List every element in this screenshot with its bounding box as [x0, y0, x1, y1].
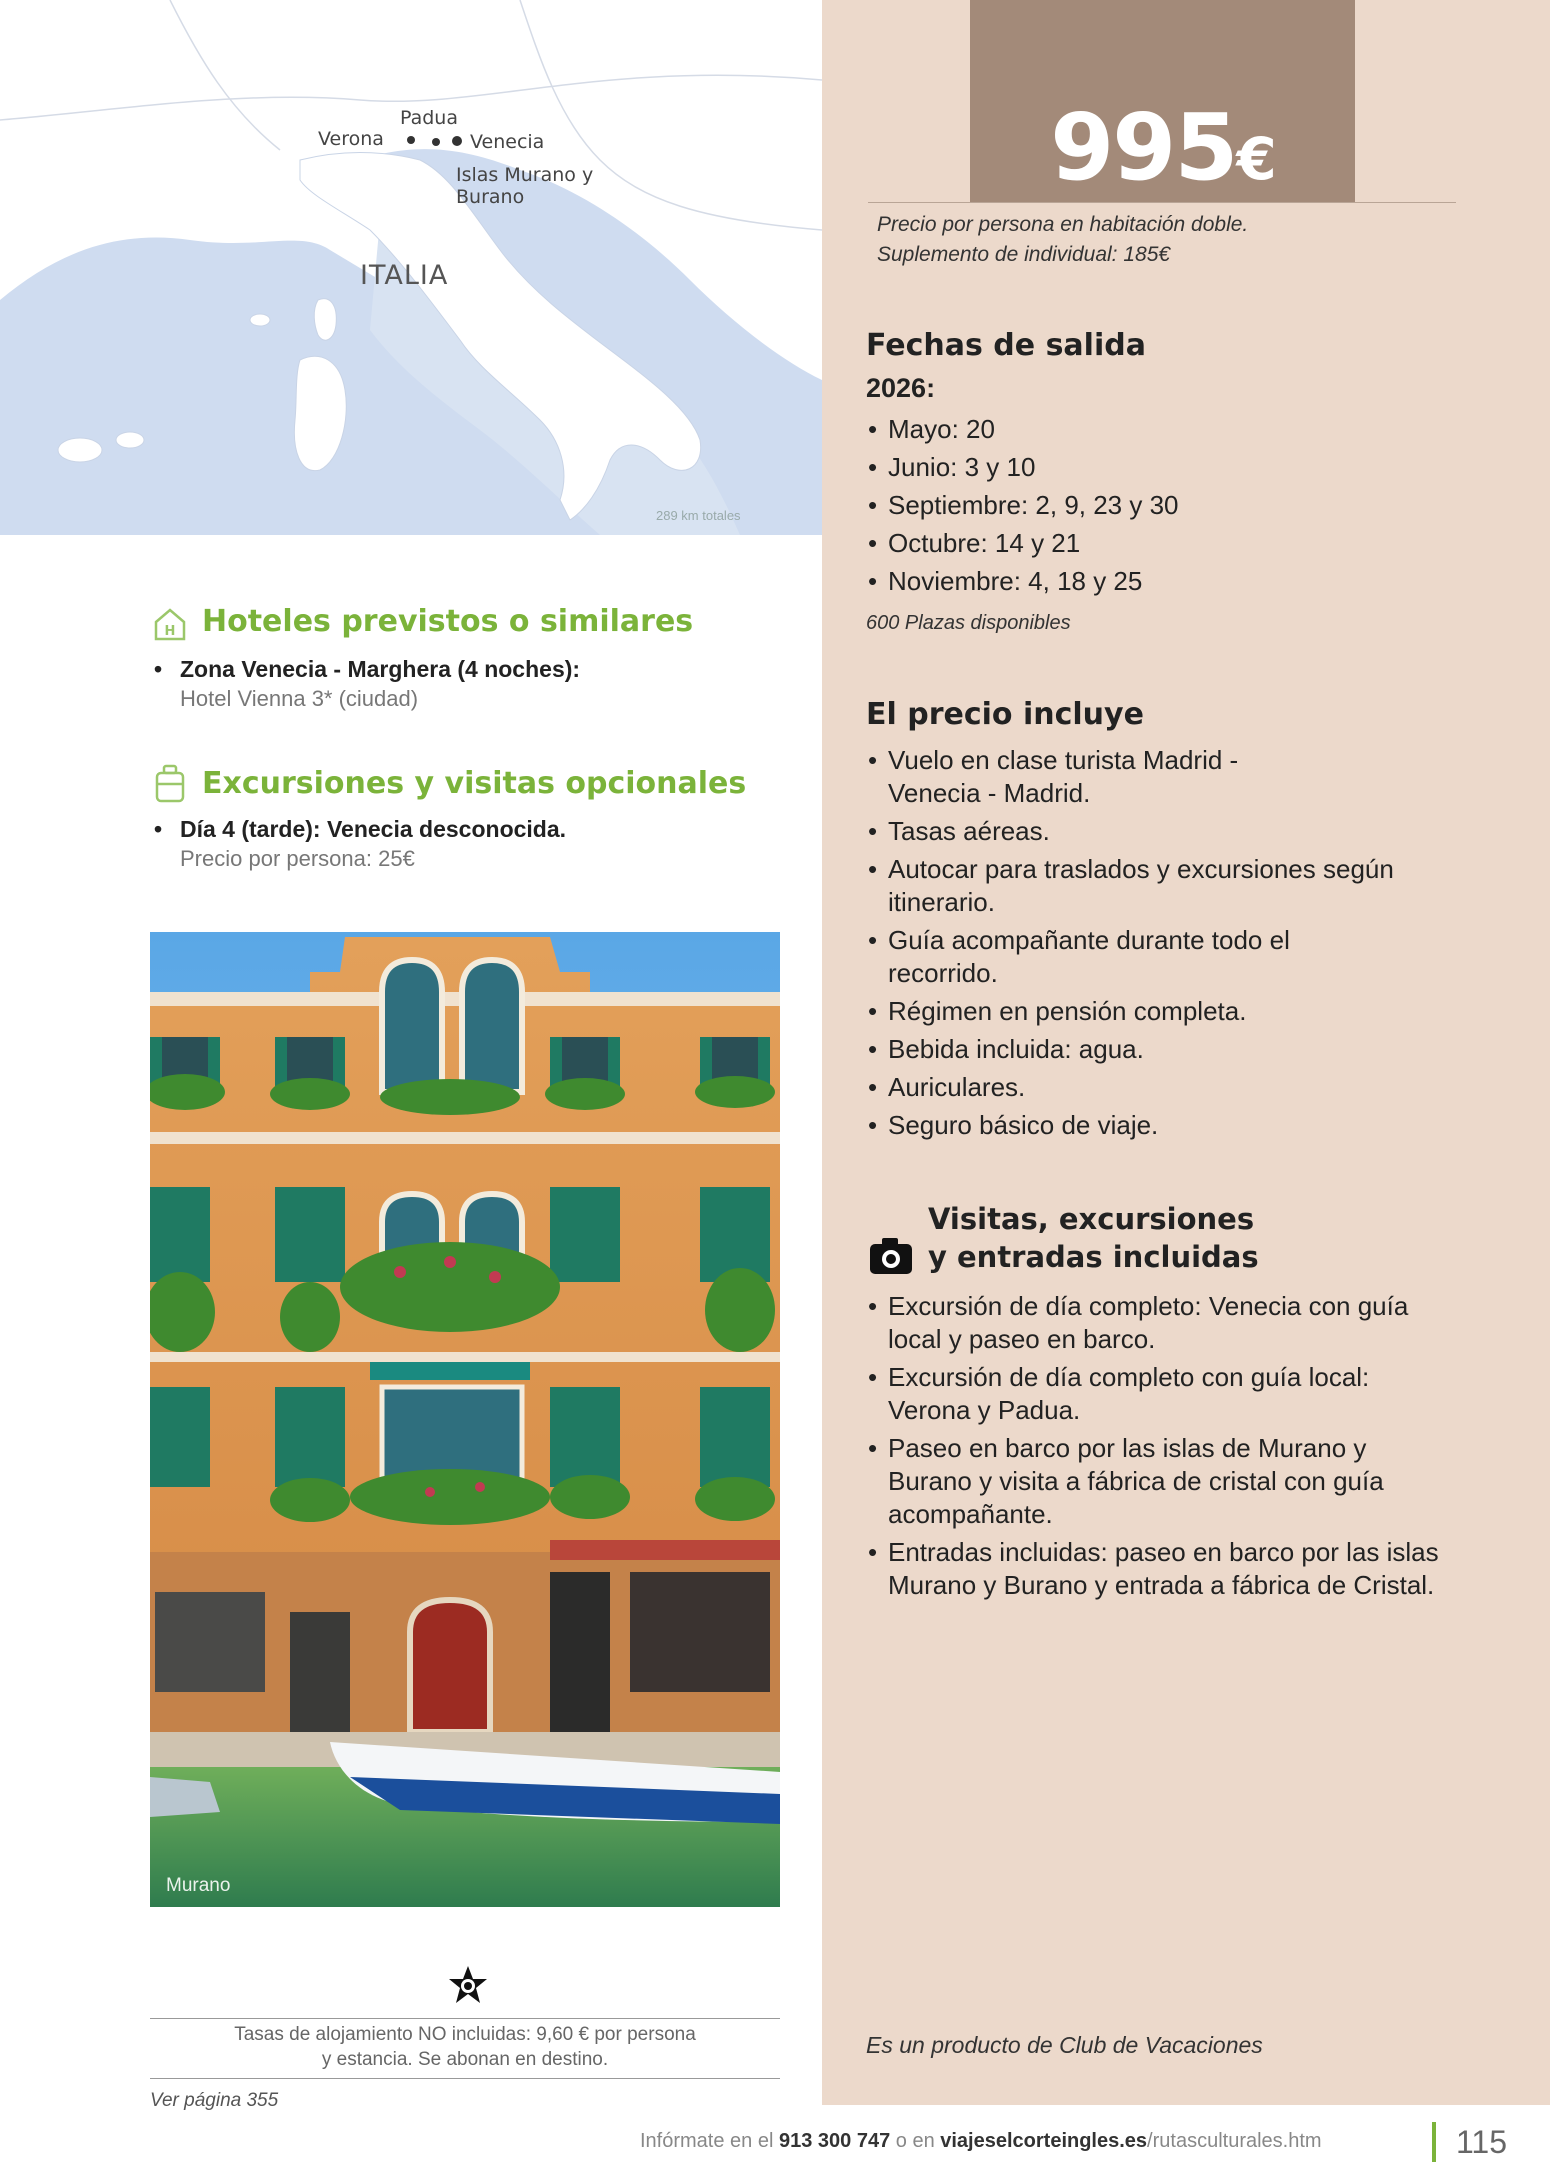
departure-date: • Septiembre: 2, 9, 23 y 30: [866, 486, 1426, 524]
photo-illustration: [150, 932, 780, 1907]
visits-title-line1: Visitas, excursiones: [928, 1202, 1255, 1236]
product-note: Es un producto de Club de Vacaciones: [866, 2032, 1263, 2058]
map-scale: 289 km totales: [656, 508, 741, 523]
hotel-entry-sub: Hotel Vienna 3* (ciudad): [180, 686, 419, 711]
seats-available: 600 Plazas disponibles: [866, 612, 1071, 634]
includes-title: El precio incluye: [866, 697, 1144, 732]
star-badge-icon: [446, 1964, 490, 2008]
price-note-line1: Precio por persona en habitación doble.: [877, 213, 1249, 236]
departures-title: Fechas de salida: [866, 328, 1146, 363]
includes-item: • Bebida incluida: agua.: [866, 1033, 1446, 1066]
hotel-entry-title: • Zona Venecia - Marghera (4 noches):: [180, 654, 580, 684]
optional-section: [152, 764, 747, 874]
departures-year: 2026:: [866, 373, 936, 403]
departures-section: [866, 328, 1426, 635]
price-currency: €: [1236, 125, 1275, 193]
price-note: [877, 210, 1248, 270]
map: [0, 0, 822, 535]
visits-title-line2: y entradas incluidas: [928, 1240, 1259, 1274]
visits-title: [928, 1200, 1259, 1276]
includes-item: • Vuelo en clase turista Madrid - Venecia - Madrid.: [866, 744, 1308, 810]
price-amount: 995: [1050, 94, 1237, 201]
hotel-icon: [152, 606, 188, 642]
murano-photo: [150, 932, 780, 1907]
see-page-note: Ver página 355: [150, 2090, 279, 2111]
footer-contact: [640, 2130, 1322, 2153]
footer-middle: o en: [890, 2130, 941, 2152]
footer-path[interactable]: /rutasculturales.htm: [1147, 2130, 1322, 2152]
photo-caption: Murano: [166, 1875, 231, 1896]
visits-item: • Entradas incluidas: paseo en barco por las islas Murano y Burano y entrada a fábrica de Cristal.: [866, 1536, 1456, 1602]
visits-item: • Excursión de día completo: Venecia con guía local y paseo en barco.: [866, 1290, 1456, 1356]
svg-text:H: H: [164, 624, 176, 639]
map-label-country: ITALIA: [360, 260, 449, 291]
footer-accent-bar: [1432, 2122, 1436, 2162]
includes-item: • Tasas aéreas.: [866, 815, 1446, 848]
footer-prefix: Infórmate en el: [640, 2130, 779, 2152]
price-note-line2: Suplemento de individual: 185€: [877, 243, 1171, 266]
footnote-divider-top: [150, 2018, 780, 2019]
footnote-line1: Tasas de alojamiento NO incluidas: 9,60 € por persona: [234, 2024, 696, 2045]
includes-list: [866, 744, 1446, 1142]
price-value: [970, 94, 1355, 205]
hotel-entry: [152, 654, 580, 714]
footnote: [150, 2022, 780, 2072]
departure-date: • Junio: 3 y 10: [866, 448, 1426, 486]
visits-item: • Paseo en barco por las islas de Murano y Burano y visita a fábrica de cristal con guía acompañante.: [866, 1432, 1428, 1531]
includes-item: • Régimen en pensión completa.: [866, 995, 1446, 1028]
camera-icon: [868, 1236, 914, 1276]
visits-list: [866, 1290, 1456, 1602]
map-label-venecia: Venecia: [470, 131, 545, 153]
includes-item: • Auriculares.: [866, 1071, 1446, 1104]
map-label-padua: Padua: [400, 107, 458, 129]
luggage-icon: [154, 764, 186, 804]
departure-date: • Mayo: 20: [866, 410, 1426, 448]
footnote-divider-bottom: [150, 2078, 780, 2079]
departure-date: • Octubre: 14 y 21: [866, 524, 1426, 562]
footer-site-link[interactable]: viajeselcorteingles.es: [940, 2130, 1148, 2152]
price-divider: [868, 202, 1456, 203]
page-number: 115: [1456, 2124, 1508, 2160]
includes-section: [866, 697, 1446, 1147]
includes-item: • Guía acompañante durante todo el recorrido.: [866, 924, 1348, 990]
map-label-murano-burano: Islas Murano y Burano: [456, 164, 594, 208]
optional-title: Excursiones y visitas opcionales: [202, 766, 747, 801]
optional-entry: [152, 814, 566, 874]
hotels-section: [152, 604, 694, 714]
map-label-verona: Verona: [318, 128, 384, 150]
footnote-line2: y estancia. Se abonan en destino.: [321, 2049, 609, 2070]
includes-item: • Seguro básico de viaje.: [866, 1109, 1446, 1142]
visits-item: • Excursión de día completo con guía local: Verona y Padua.: [866, 1361, 1456, 1427]
price-box: [970, 0, 1355, 203]
departure-date: • Noviembre: 4, 18 y 25: [866, 562, 1426, 600]
includes-item: • Autocar para traslados y excursiones según itinerario.: [866, 853, 1408, 919]
optional-entry-title: • Día 4 (tarde): Venecia desconocida.: [180, 814, 566, 844]
visits-section: [866, 1200, 1466, 1607]
departures-list: [866, 410, 1426, 600]
hotels-title: Hoteles previstos o similares: [202, 604, 694, 639]
footer-phone[interactable]: 913 300 747: [778, 2130, 891, 2152]
optional-entry-sub: Precio por persona: 25€: [180, 846, 415, 871]
